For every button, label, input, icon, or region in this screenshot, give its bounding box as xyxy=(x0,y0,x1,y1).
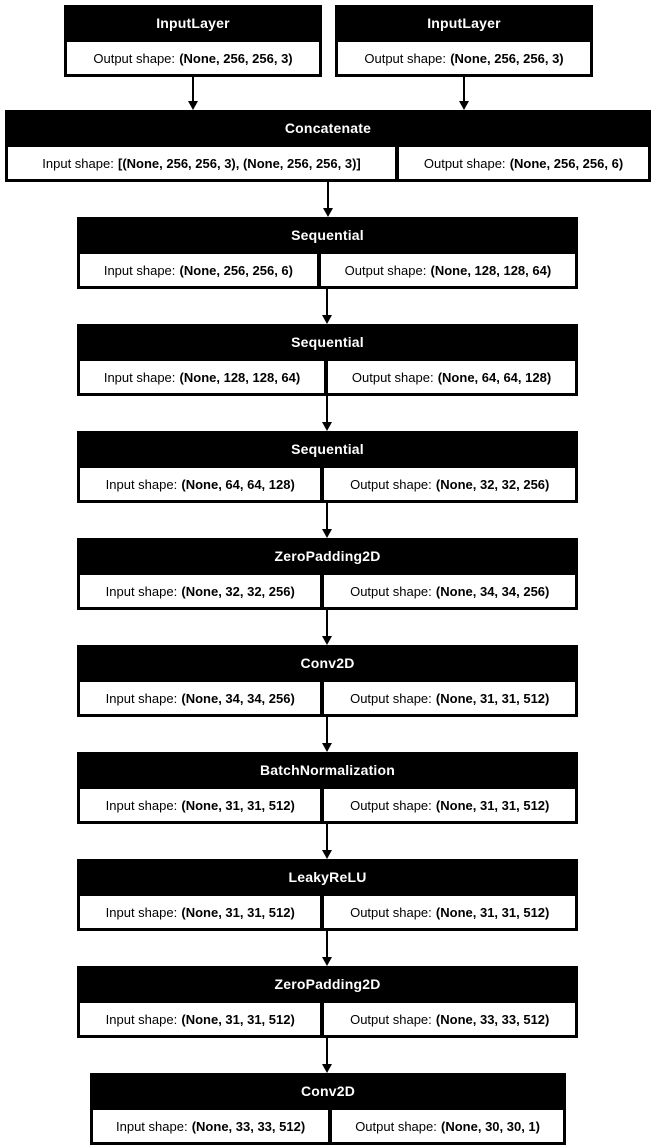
edge-arrow-leakyrelu-to-zeropadding2 xyxy=(322,931,332,966)
output-shape-cell xyxy=(331,1109,564,1143)
output-shape-cell xyxy=(323,1002,576,1036)
output-shape-value: (None, 64, 64, 128) xyxy=(437,369,552,385)
layer-shapes xyxy=(64,41,322,77)
layer-shapes xyxy=(335,41,593,77)
input-shape-label: Input shape: xyxy=(105,1011,178,1027)
edge-arrow-input2-to-concatenate xyxy=(459,77,469,110)
output-shape-cell xyxy=(398,146,649,180)
output-shape-value: (None, 34, 34, 256) xyxy=(435,583,550,599)
input-shape-value: (None, 31, 31, 512) xyxy=(181,1011,295,1027)
edge-arrow-input1-to-concatenate xyxy=(188,77,198,110)
output-shape-value: (None, 31, 31, 512) xyxy=(435,690,550,706)
layer-shapes xyxy=(77,1002,578,1038)
edge-line xyxy=(327,182,329,209)
edge-arrow-batchnorm-to-leakyrelu xyxy=(322,824,332,859)
input-shape-cell xyxy=(79,360,325,394)
edge-line xyxy=(326,503,328,530)
node-input-layer-2 xyxy=(335,5,593,77)
arrowhead-icon xyxy=(322,315,332,324)
edge-line xyxy=(326,396,328,423)
output-shape-label: Output shape: xyxy=(364,50,447,66)
edge-line xyxy=(326,1038,328,1065)
input-shape-label: Input shape: xyxy=(103,262,176,278)
output-shape-cell xyxy=(323,467,576,501)
input-shape-value: [(None, 256, 256, 3), (None, 256, 256, 3)] xyxy=(117,155,361,171)
output-shape-value: (None, 32, 32, 256) xyxy=(435,476,550,492)
input-shape-value: (None, 33, 33, 512) xyxy=(191,1118,306,1134)
layer-title: ZeroPadding2D xyxy=(274,976,381,992)
edge-arrow-sequential1-to-sequential2 xyxy=(322,289,332,324)
input-shape-value: (None, 128, 128, 64) xyxy=(179,369,301,385)
edge-arrow-concatenate-to-sequential1 xyxy=(323,182,333,217)
input-shape-label: Input shape: xyxy=(105,797,178,813)
node-sequential-1 xyxy=(77,217,578,289)
input-shape-value: (None, 256, 256, 6) xyxy=(179,262,293,278)
input-shape-label: Input shape: xyxy=(42,155,114,171)
output-shape-value: (None, 31, 31, 512) xyxy=(435,797,550,813)
edge-arrow-sequential2-to-sequential3 xyxy=(322,396,332,431)
layer-title: Sequential xyxy=(291,441,364,457)
input-shape-value: (None, 32, 32, 256) xyxy=(181,583,295,599)
layer-title: ZeroPadding2D xyxy=(274,548,381,564)
edge-line xyxy=(326,289,328,316)
arrowhead-icon xyxy=(322,529,332,538)
arrowhead-icon xyxy=(322,957,332,966)
node-zero-padding-2d-1 xyxy=(77,538,578,610)
layer-title: Concatenate xyxy=(284,120,372,136)
output-shape-label: Output shape: xyxy=(350,690,432,706)
arrowhead-icon xyxy=(322,850,332,859)
arrowhead-icon xyxy=(322,636,332,645)
edge-line xyxy=(463,77,465,102)
edge-line xyxy=(326,610,328,637)
node-conv2d-1 xyxy=(77,645,578,717)
output-shape-cell xyxy=(323,895,576,929)
layer-title: Sequential xyxy=(291,334,364,350)
output-shape-label: Output shape: xyxy=(350,797,432,813)
layer-shapes xyxy=(77,253,578,289)
input-shape-cell xyxy=(92,1109,329,1143)
output-shape-label: Output shape: xyxy=(93,50,176,66)
layer-shapes xyxy=(77,681,578,717)
output-shape-label: Output shape: xyxy=(350,583,432,599)
layer-title: InputLayer xyxy=(427,15,501,31)
output-shape-value: (None, 256, 256, 3) xyxy=(450,50,564,66)
input-shape-cell xyxy=(79,788,321,822)
arrowhead-icon xyxy=(322,1064,332,1073)
input-shape-value: (None, 31, 31, 512) xyxy=(181,904,295,920)
arrowhead-icon xyxy=(459,101,469,110)
output-shape-label: Output shape: xyxy=(344,262,427,278)
output-shape-label: Output shape: xyxy=(351,369,434,385)
layer-shapes xyxy=(90,1109,566,1145)
edge-line xyxy=(326,824,328,851)
input-shape-value: (None, 34, 34, 256) xyxy=(181,690,295,706)
input-shape-cell xyxy=(7,146,396,180)
node-sequential-2 xyxy=(77,324,578,396)
layer-title: Conv2D xyxy=(300,655,355,671)
output-shape-cell xyxy=(337,41,591,75)
output-shape-value: (None, 256, 256, 3) xyxy=(179,50,293,66)
input-shape-cell xyxy=(79,681,321,715)
output-shape-label: Output shape: xyxy=(350,1011,432,1027)
layer-shapes xyxy=(77,788,578,824)
layer-shapes xyxy=(77,895,578,931)
arrowhead-icon xyxy=(188,101,198,110)
layer-shapes xyxy=(5,146,651,182)
output-shape-label: Output shape: xyxy=(350,904,432,920)
layer-title: InputLayer xyxy=(156,15,230,31)
input-shape-cell xyxy=(79,895,321,929)
layer-title: Conv2D xyxy=(300,1083,356,1099)
output-shape-cell xyxy=(320,253,576,287)
input-shape-value: (None, 64, 64, 128) xyxy=(181,476,295,492)
edge-line xyxy=(192,77,194,102)
input-shape-label: Input shape: xyxy=(105,904,178,920)
node-conv2d-2 xyxy=(90,1073,566,1145)
edge-line xyxy=(326,931,328,958)
edge-line xyxy=(326,717,328,744)
edge-arrow-sequential3-to-zeropadding1 xyxy=(322,503,332,538)
output-shape-value: (None, 256, 256, 6) xyxy=(509,155,624,171)
arrowhead-icon xyxy=(322,743,332,752)
node-sequential-3 xyxy=(77,431,578,503)
arrowhead-icon xyxy=(323,208,333,217)
edge-arrow-conv2d1-to-batchnorm xyxy=(322,717,332,752)
input-shape-label: Input shape: xyxy=(116,1118,188,1134)
output-shape-label: Output shape: xyxy=(423,155,506,171)
layer-title: LeakyReLU xyxy=(288,869,367,885)
layer-title: BatchNormalization xyxy=(259,762,396,778)
output-shape-cell xyxy=(323,681,576,715)
output-shape-value: (None, 128, 128, 64) xyxy=(430,262,552,278)
input-shape-label: Input shape: xyxy=(105,476,178,492)
node-batch-normalization xyxy=(77,752,578,824)
input-shape-label: Input shape: xyxy=(103,369,176,385)
output-shape-cell xyxy=(327,360,576,394)
output-shape-label: Output shape: xyxy=(350,476,432,492)
output-shape-label: Output shape: xyxy=(355,1118,437,1134)
node-leaky-relu xyxy=(77,859,578,931)
node-concatenate xyxy=(5,110,651,182)
output-shape-cell xyxy=(66,41,320,75)
output-shape-value: (None, 33, 33, 512) xyxy=(435,1011,550,1027)
layer-shapes xyxy=(77,467,578,503)
input-shape-label: Input shape: xyxy=(105,583,178,599)
layer-shapes xyxy=(77,360,578,396)
layer-title: Sequential xyxy=(291,227,364,243)
edge-arrow-zeropadding2-to-conv2d2 xyxy=(322,1038,332,1073)
input-shape-cell xyxy=(79,1002,321,1036)
output-shape-value: (None, 31, 31, 512) xyxy=(435,904,550,920)
edge-arrow-zeropadding1-to-conv2d1 xyxy=(322,610,332,645)
output-shape-cell xyxy=(323,788,576,822)
input-shape-cell xyxy=(79,574,321,608)
output-shape-cell xyxy=(323,574,576,608)
output-shape-value: (None, 30, 30, 1) xyxy=(441,1118,540,1134)
input-shape-cell xyxy=(79,467,321,501)
arrowhead-icon xyxy=(322,422,332,431)
layer-shapes xyxy=(77,574,578,610)
input-shape-cell xyxy=(79,253,318,287)
node-input-layer-1 xyxy=(64,5,322,77)
input-shape-value: (None, 31, 31, 512) xyxy=(181,797,295,813)
node-zero-padding-2d-2 xyxy=(77,966,578,1038)
input-shape-label: Input shape: xyxy=(105,690,178,706)
